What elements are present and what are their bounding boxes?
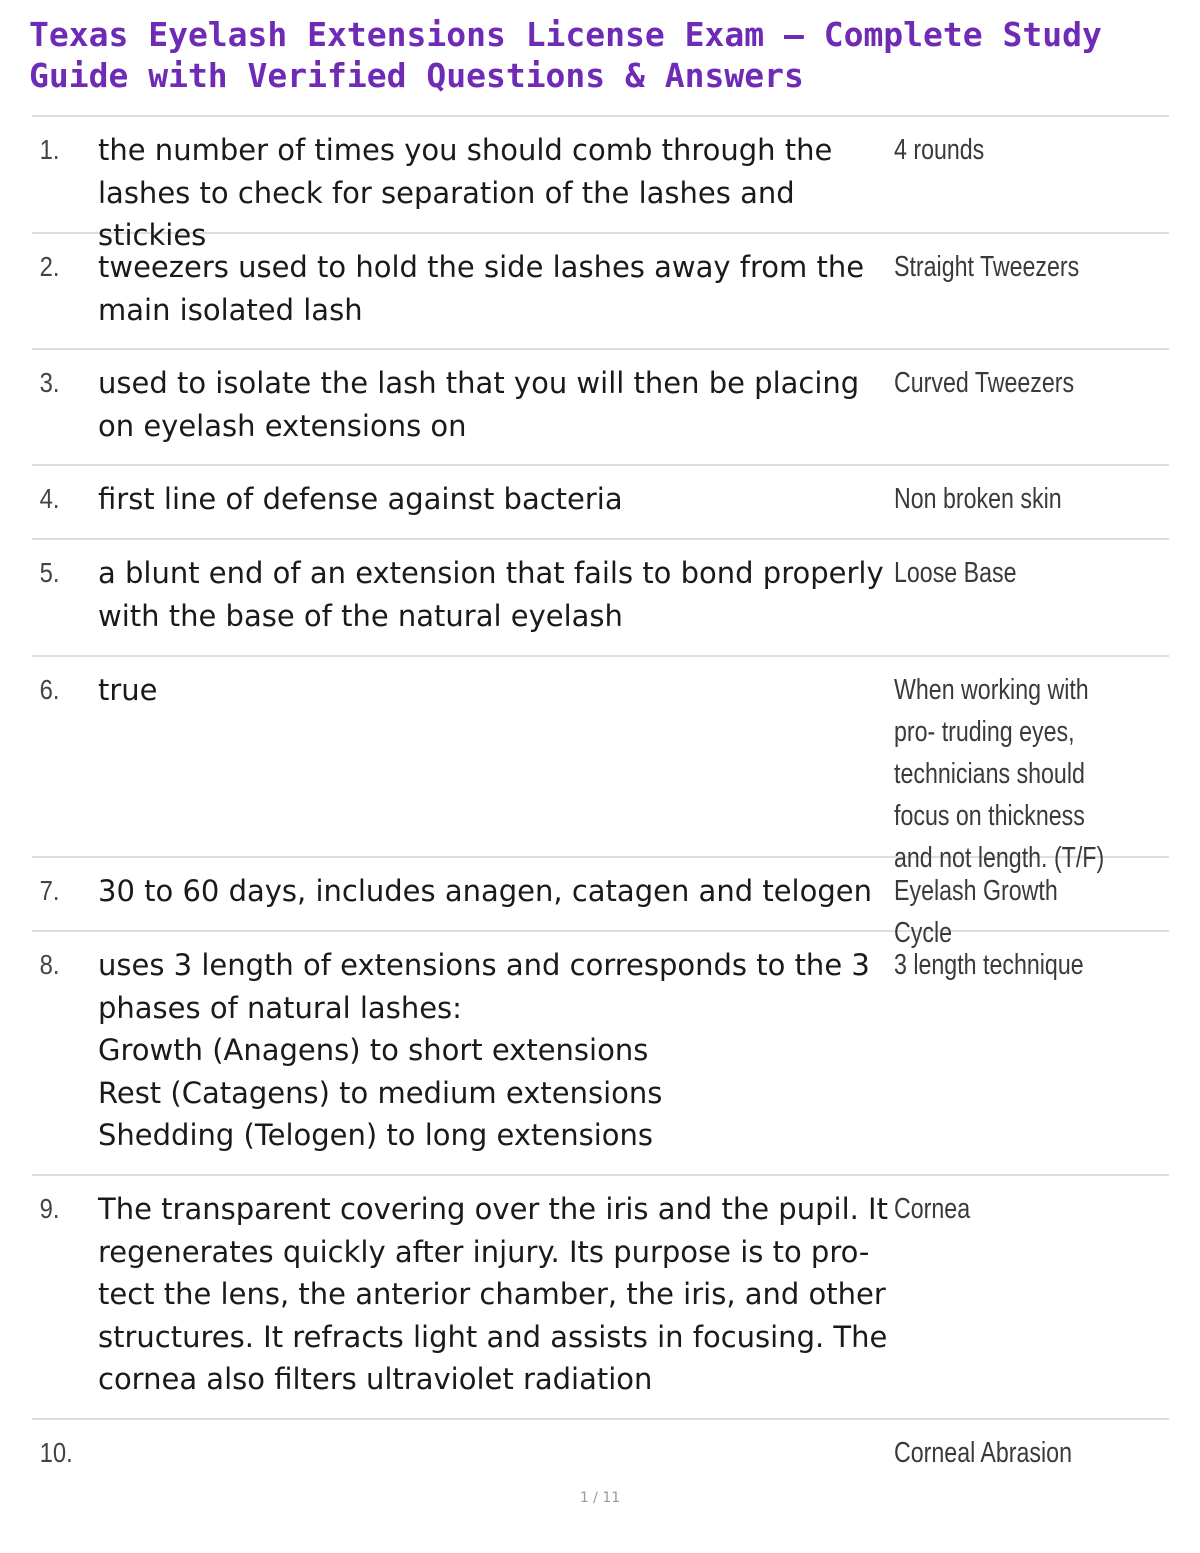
qa-item (32, 540, 1169, 657)
item-question: 30 to 60 days, includes anagen, catagen and telogen (98, 874, 872, 908)
item-number: 7. (39, 875, 60, 906)
item-question: The transparent covering over the iris and the pupil. It regenerates quickly after injury. Its purpose is to pro- tect the lens, the anterior chamber, the iris, and other structures. It refracts light and assists in focusing. The cornea also filters ultraviolet radiation (98, 1192, 888, 1396)
qa-list (32, 115, 1169, 1486)
page-number: 1 / 11 (579, 1490, 621, 1506)
item-number: 6. (39, 674, 60, 705)
item-number: 3. (39, 367, 60, 398)
qa-item (32, 466, 1169, 540)
item-question: first line of defense against bacteria (98, 482, 623, 516)
qa-item (32, 657, 1169, 874)
item-answer: Non broken skin (894, 483, 1062, 515)
item-number: 9. (39, 1193, 60, 1224)
item-number: 10. (39, 1437, 73, 1468)
item-question: used to isolate the lash that you will then be placing on eyelash extensions on (98, 366, 860, 443)
qa-item (32, 932, 1169, 1176)
item-question: the number of times you should comb through the lashes to check for separation of the lashes and stickies (98, 133, 833, 252)
item-number: 1. (39, 134, 60, 165)
item-answer: When working with pro- truding eyes, technicians should focus on thickness and not length. (T/F) (894, 674, 1105, 874)
item-question: tweezers used to hold the side lashes away from the main isolated lash (98, 250, 865, 327)
item-answer: 3 length technique (894, 949, 1084, 981)
item-number: 2. (39, 251, 60, 282)
item-question: a blunt end of an extension that fails to bond properly with the base of the natural eyelash (98, 556, 884, 633)
qa-item (32, 858, 1169, 949)
item-answer: Loose Base (894, 557, 1017, 589)
qa-item (32, 234, 1169, 350)
qa-item (32, 1420, 1169, 1486)
item-answer: Cornea (894, 1193, 971, 1225)
qa-item (32, 117, 1169, 252)
item-question: uses 3 length of extensions and corresponds to the 3 phases of natural lashes: Growth (Anagens) to short extensions Rest (Catagens) to medium extensions Shedding (Telogen) to long extensions (98, 948, 870, 1152)
document-title: Texas Eyelash Extensions License Exam – Complete Study Guide with Verified Questions & Answers (29, 15, 1102, 95)
qa-item (32, 350, 1169, 466)
item-answer: Straight Tweezers (894, 251, 1080, 283)
item-answer: Eyelash Growth Cycle (894, 875, 1058, 949)
item-answer: Curved Tweezers (894, 367, 1075, 399)
item-number: 5. (39, 557, 60, 588)
qa-item (32, 1176, 1169, 1420)
item-answer: Corneal Abrasion (894, 1437, 1072, 1469)
item-answer: 4 rounds (894, 134, 985, 166)
item-number: 4. (39, 483, 60, 514)
item-number: 8. (39, 949, 60, 980)
item-question: true (98, 673, 158, 707)
